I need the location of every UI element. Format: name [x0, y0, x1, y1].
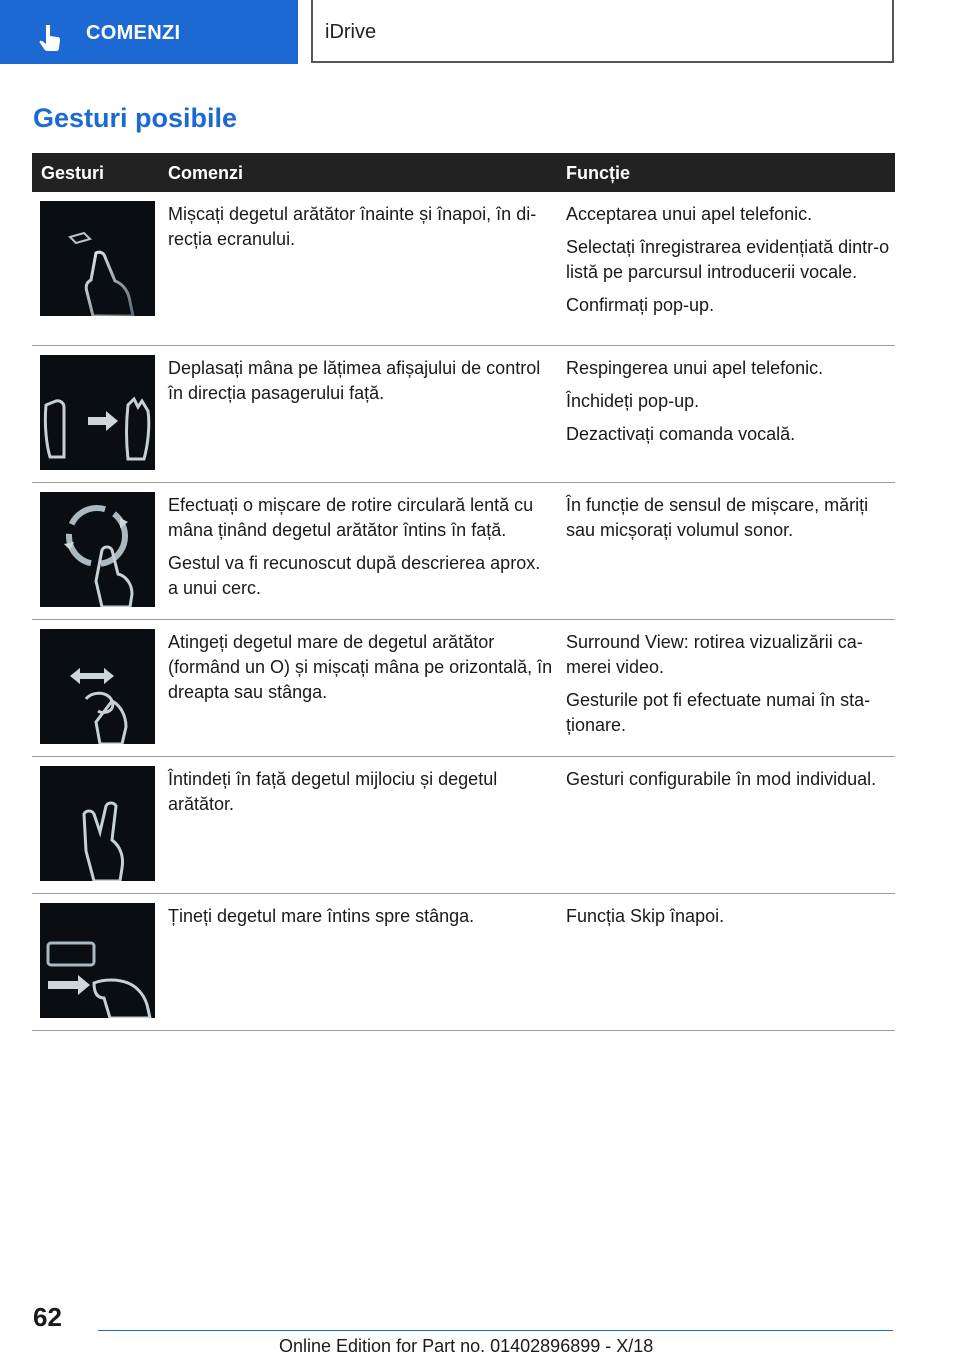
gesture-table: [32, 153, 895, 1031]
function-cell: Gesturi configurabile în mod individual.: [566, 769, 877, 789]
section-tab: [0, 0, 298, 64]
table-row: [32, 346, 895, 483]
function-cell: În funcție de sensul de mișcare, măriți sau micșorați volumul sonor.: [566, 495, 869, 540]
header-commands: Comenzi: [168, 163, 244, 183]
command-cell: Deplasați mâna pe lățimea afișajului de control în direcția pasagerului față.: [168, 358, 541, 403]
footer-divider: [98, 1330, 893, 1331]
gesture-swipe-icon: [40, 355, 155, 470]
table-row: [32, 894, 895, 1031]
gesture-point-icon: [40, 201, 155, 316]
section-label: COMENZI: [86, 22, 181, 44]
table-row: [32, 757, 895, 894]
command-cell: Mișcați degetul arătător înainte și înapoi, în direcția ecranului.: [168, 204, 537, 249]
command-cell: Țineți degetul mare întins spre stânga.: [168, 906, 475, 926]
page-number: 62: [33, 1302, 62, 1332]
function-cell: Funcția Skip înapoi.: [566, 906, 725, 926]
chapter-label: iDrive: [325, 21, 377, 43]
command-cell: Întindeți în față degetul mijlociu și degetul arătător.: [168, 769, 498, 814]
gesture-two-fingers-icon: [40, 766, 155, 881]
table-header: [32, 153, 895, 192]
gesture-thumb-left-icon: [40, 903, 155, 1018]
function-cell: Acceptarea unui apel telefonic. Selectați înregistrarea evidențiată dintr-o listă pe parcursul introducerii vocale. Confirmați pop-up.: [566, 204, 890, 315]
header-gestures: Gesturi: [41, 163, 105, 183]
table-row: [32, 620, 895, 757]
edition-text: Online Edition for Part no. 01402896899 - X/18: [279, 1336, 654, 1356]
function-cell: Surround View: rotirea vizualizării camerei video. Gesturile pot fi efectuate numai în staționare.: [566, 632, 871, 735]
gesture-pinch-move-icon: [40, 629, 155, 744]
chapter-header: [311, 0, 894, 63]
hand-pointer-icon: [36, 22, 66, 52]
command-cell: Efectuați o mișcare de rotire circulară lentă cu mâna ținând degetul arătător întins în față. Gestul va fi recunoscut după descrierea aprox. a unui cerc.: [168, 495, 541, 598]
table-row: [32, 483, 895, 620]
command-cell: Atingeți degetul mare de degetul arătător (formând un O) și mișcați mâna pe orizontală, în dreapta sau stânga.: [168, 632, 553, 702]
gesture-rotate-icon: [40, 492, 155, 607]
header-function: Funcție: [566, 163, 631, 183]
function-cell: Respingerea unui apel telefonic. Închideți pop-up. Dezactivați comanda vocală.: [566, 358, 824, 444]
page-title: Gesturi posibile: [33, 103, 238, 133]
table-row: [32, 192, 895, 346]
